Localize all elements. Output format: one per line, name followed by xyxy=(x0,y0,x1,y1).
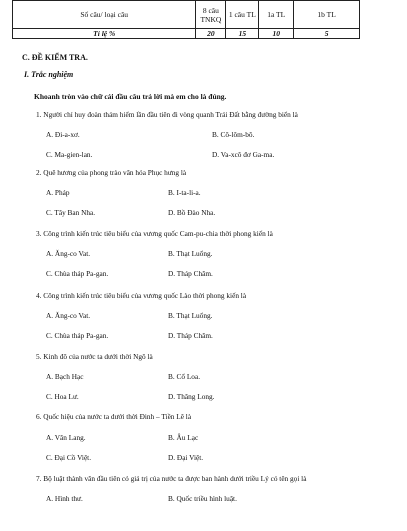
question-text: 7. Bộ luật thành văn đầu tiên có giá trị của nước ta được ban hành dưới triều Lý có tên gọi là xyxy=(36,474,307,483)
answer-option[interactable]: B. I-ta-li-a. xyxy=(168,188,201,197)
table-header-cell: 1 câu TL xyxy=(226,1,259,29)
answer-option[interactable]: A. Bạch Hạc xyxy=(46,372,84,381)
answer-option[interactable]: C. Ma-gien-lan. xyxy=(46,150,93,159)
table-header-cell: Số câu/ loại câu xyxy=(13,1,196,29)
table-header-cell: 1b TL xyxy=(294,1,360,29)
section-title: C. ĐỀ KIỂM TRA. xyxy=(22,53,88,62)
answer-option[interactable]: D. Tháp Chăm. xyxy=(168,331,213,340)
instruction-text: Khoanh tròn vào chữ cái đầu câu trả lời mà em cho là đúng. xyxy=(34,92,227,101)
table-ratio-row xyxy=(13,29,360,39)
answer-option[interactable]: A. Đi-a-xơ. xyxy=(46,130,80,139)
answer-option[interactable]: B. Cô-lôm-bô. xyxy=(212,130,255,139)
answer-option[interactable]: B. Thạt Luổng. xyxy=(168,311,213,320)
answer-option[interactable]: C. Chùa tháp Pa-gan. xyxy=(46,269,109,278)
table-header-cell: 1a TL xyxy=(259,1,294,29)
question-text: 1. Người chỉ huy đoàn thám hiểm lần đầu tiên đi vòng quanh Trái Đất bằng đường biển là xyxy=(36,110,298,119)
question-text: 6. Quốc hiệu của nước ta dưới thời Đinh – Tiền Lê là xyxy=(36,412,192,421)
answer-option[interactable]: D. Tháp Chăm. xyxy=(168,269,213,278)
answer-option[interactable]: D. Bồ Đào Nha. xyxy=(168,208,216,217)
table-cell: 5 xyxy=(294,29,360,39)
answer-option[interactable]: B. Quốc triều hình luật. xyxy=(168,494,237,503)
answer-option[interactable]: B. Cổ Loa. xyxy=(168,372,201,381)
answer-option[interactable]: C. Tây Ban Nha. xyxy=(46,208,96,217)
answer-option[interactable]: B. Âu Lạc xyxy=(168,433,199,442)
table-header-row xyxy=(13,1,360,29)
answer-option[interactable]: B. Thạt Luổng. xyxy=(168,249,213,258)
answer-option[interactable]: D. Đại Việt. xyxy=(168,453,204,462)
answer-option[interactable]: D. Va-xcô đơ Ga-ma. xyxy=(212,150,275,159)
answer-option[interactable]: C. Chùa tháp Pa-gan. xyxy=(46,331,109,340)
answer-option[interactable]: A. Ăng-co Vat. xyxy=(46,311,91,320)
answer-option[interactable]: A. Ăng-co Vat. xyxy=(46,249,91,258)
answer-option[interactable]: D. Thăng Long. xyxy=(168,392,215,401)
table-cell: 20 xyxy=(196,29,226,39)
answer-option[interactable]: A. Văn Lang. xyxy=(46,433,86,442)
answer-option[interactable]: A. Hình thư. xyxy=(46,494,83,503)
table-header-cell: 8 câu TNKQ xyxy=(196,1,226,29)
table-cell: 15 xyxy=(226,29,259,39)
question-text: 3. Công trình kiến trúc tiêu biểu của vương quốc Cam-pu-chia thời phong kiến là xyxy=(36,229,273,238)
table-cell: Tỉ lệ % xyxy=(13,29,196,39)
answer-option[interactable]: C. Hoa Lư. xyxy=(46,392,79,401)
question-text: 4. Công trình kiến trúc tiêu biểu của vương quốc Lào thời phong kiến là xyxy=(36,291,247,300)
part-title: I. Trắc nghiệm xyxy=(24,70,74,79)
question-text: 5. Kinh đô của nước ta dưới thời Ngô là xyxy=(36,352,153,361)
question-text: 2. Quê hương của phong trào văn hóa Phục hưng là xyxy=(36,168,187,177)
table-cell: 10 xyxy=(259,29,294,39)
answer-option[interactable]: A. Pháp xyxy=(46,188,70,197)
answer-option[interactable]: C. Đại Cồ Việt. xyxy=(46,453,92,462)
score-distribution-table xyxy=(12,0,360,39)
